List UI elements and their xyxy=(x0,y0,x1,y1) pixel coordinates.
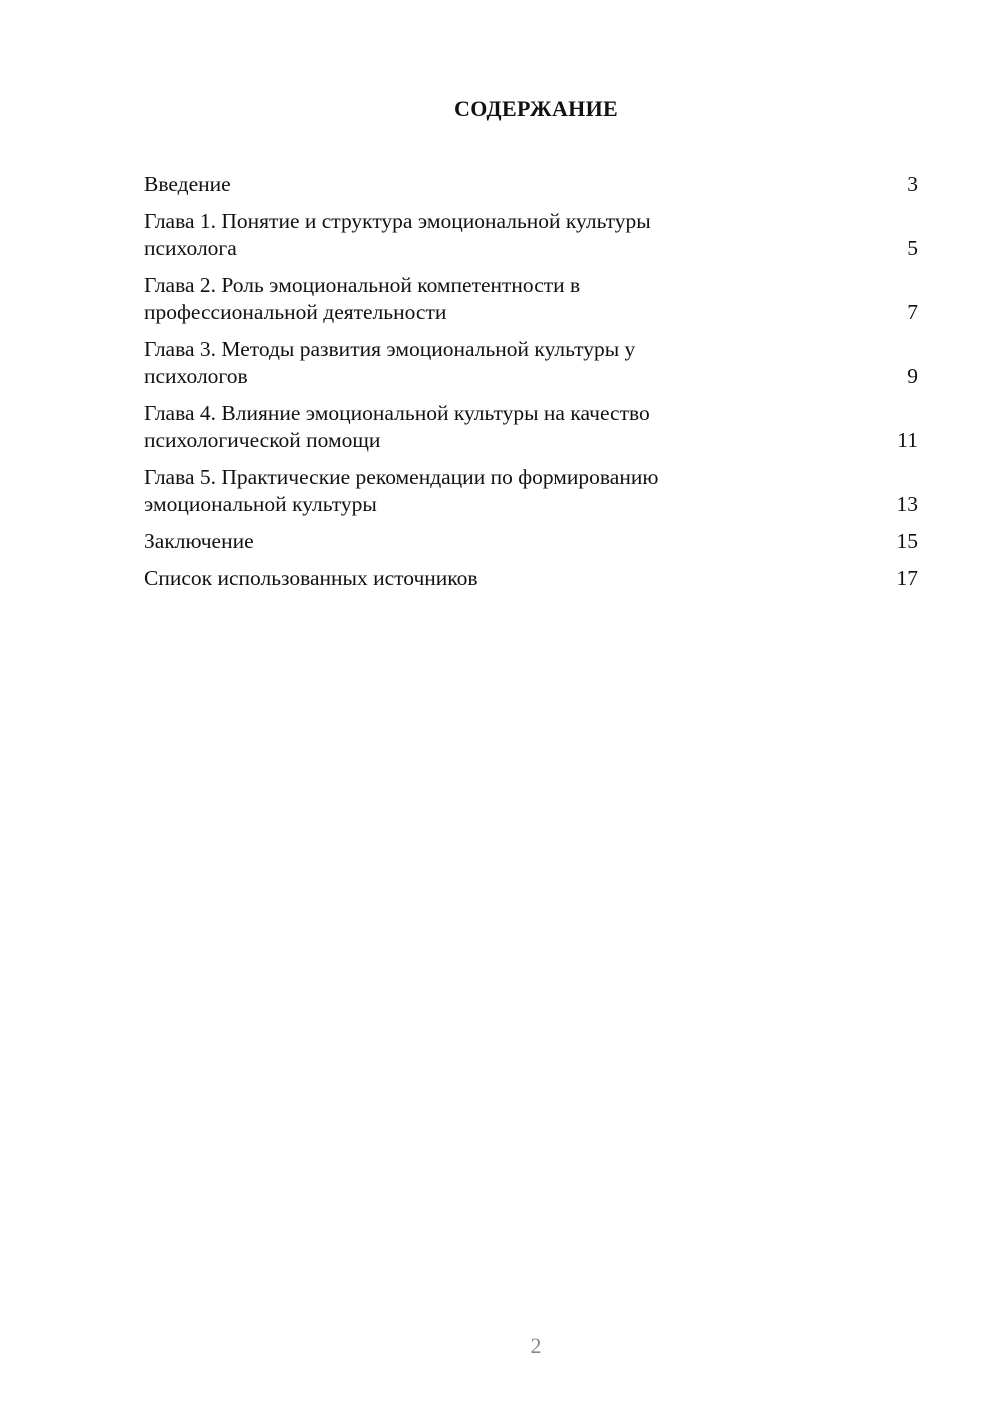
toc-entry-line: Глава 4. Влияние эмоциональной культуры на качество xyxy=(144,401,650,425)
toc-entry-conclusion[interactable] xyxy=(144,528,918,555)
toc-entry-page: 7 xyxy=(907,300,918,324)
toc-entry-text xyxy=(144,565,478,592)
toc-entry-text xyxy=(144,272,580,326)
toc-entry-text xyxy=(144,464,658,518)
toc-entry-line: Глава 2. Роль эмоциональной компетентности в xyxy=(144,273,581,297)
toc-entry-introduction[interactable] xyxy=(144,171,918,198)
toc-entry-text xyxy=(144,208,651,262)
toc-entry-chapter-2[interactable] xyxy=(144,272,918,326)
toc-entry-line: Глава 3. Методы развития эмоциональной культуры у xyxy=(144,337,636,361)
toc-entry-text xyxy=(144,400,650,454)
toc-entry-page: 17 xyxy=(896,566,918,590)
toc-entry-chapter-5[interactable] xyxy=(144,464,918,518)
toc-entry-line: психологов xyxy=(144,364,248,388)
toc-entry-text xyxy=(144,171,231,198)
toc-entry-chapter-1[interactable] xyxy=(144,208,918,262)
toc-entry-page: 11 xyxy=(897,428,918,452)
toc-entry-page: 15 xyxy=(896,529,918,553)
toc-entry-line: эмоциональной культуры xyxy=(144,492,377,516)
toc-entry-page: 13 xyxy=(896,492,918,516)
toc-entry-line: психологической помощи xyxy=(144,428,381,452)
toc-entry-text xyxy=(144,336,635,390)
toc-entry-line: профессиональной деятельности xyxy=(144,300,447,324)
toc-entry-line: психолога xyxy=(144,236,237,260)
toc-entry-page: 9 xyxy=(907,364,918,388)
toc-entry-line: Заключение xyxy=(144,529,254,553)
toc-entry-chapter-3[interactable] xyxy=(144,336,918,390)
toc-entry-line: Введение xyxy=(144,172,231,196)
toc-entry-page: 5 xyxy=(907,236,918,260)
toc-entry-chapter-4[interactable] xyxy=(144,400,918,454)
toc-entry-line: Глава 1. Понятие и структура эмоциональной культуры xyxy=(144,209,651,233)
toc-entry-line: Список использованных источников xyxy=(144,566,478,590)
toc-entry-line: Глава 5. Практические рекомендации по формированию xyxy=(144,465,659,489)
toc-entry-text xyxy=(144,528,254,555)
table-of-contents xyxy=(144,171,918,602)
toc-entry-references[interactable] xyxy=(144,565,918,592)
page-number: 2 xyxy=(530,1333,542,1358)
toc-entry-page: 3 xyxy=(907,172,918,196)
toc-title: СОДЕРЖАНИЕ xyxy=(454,96,618,121)
